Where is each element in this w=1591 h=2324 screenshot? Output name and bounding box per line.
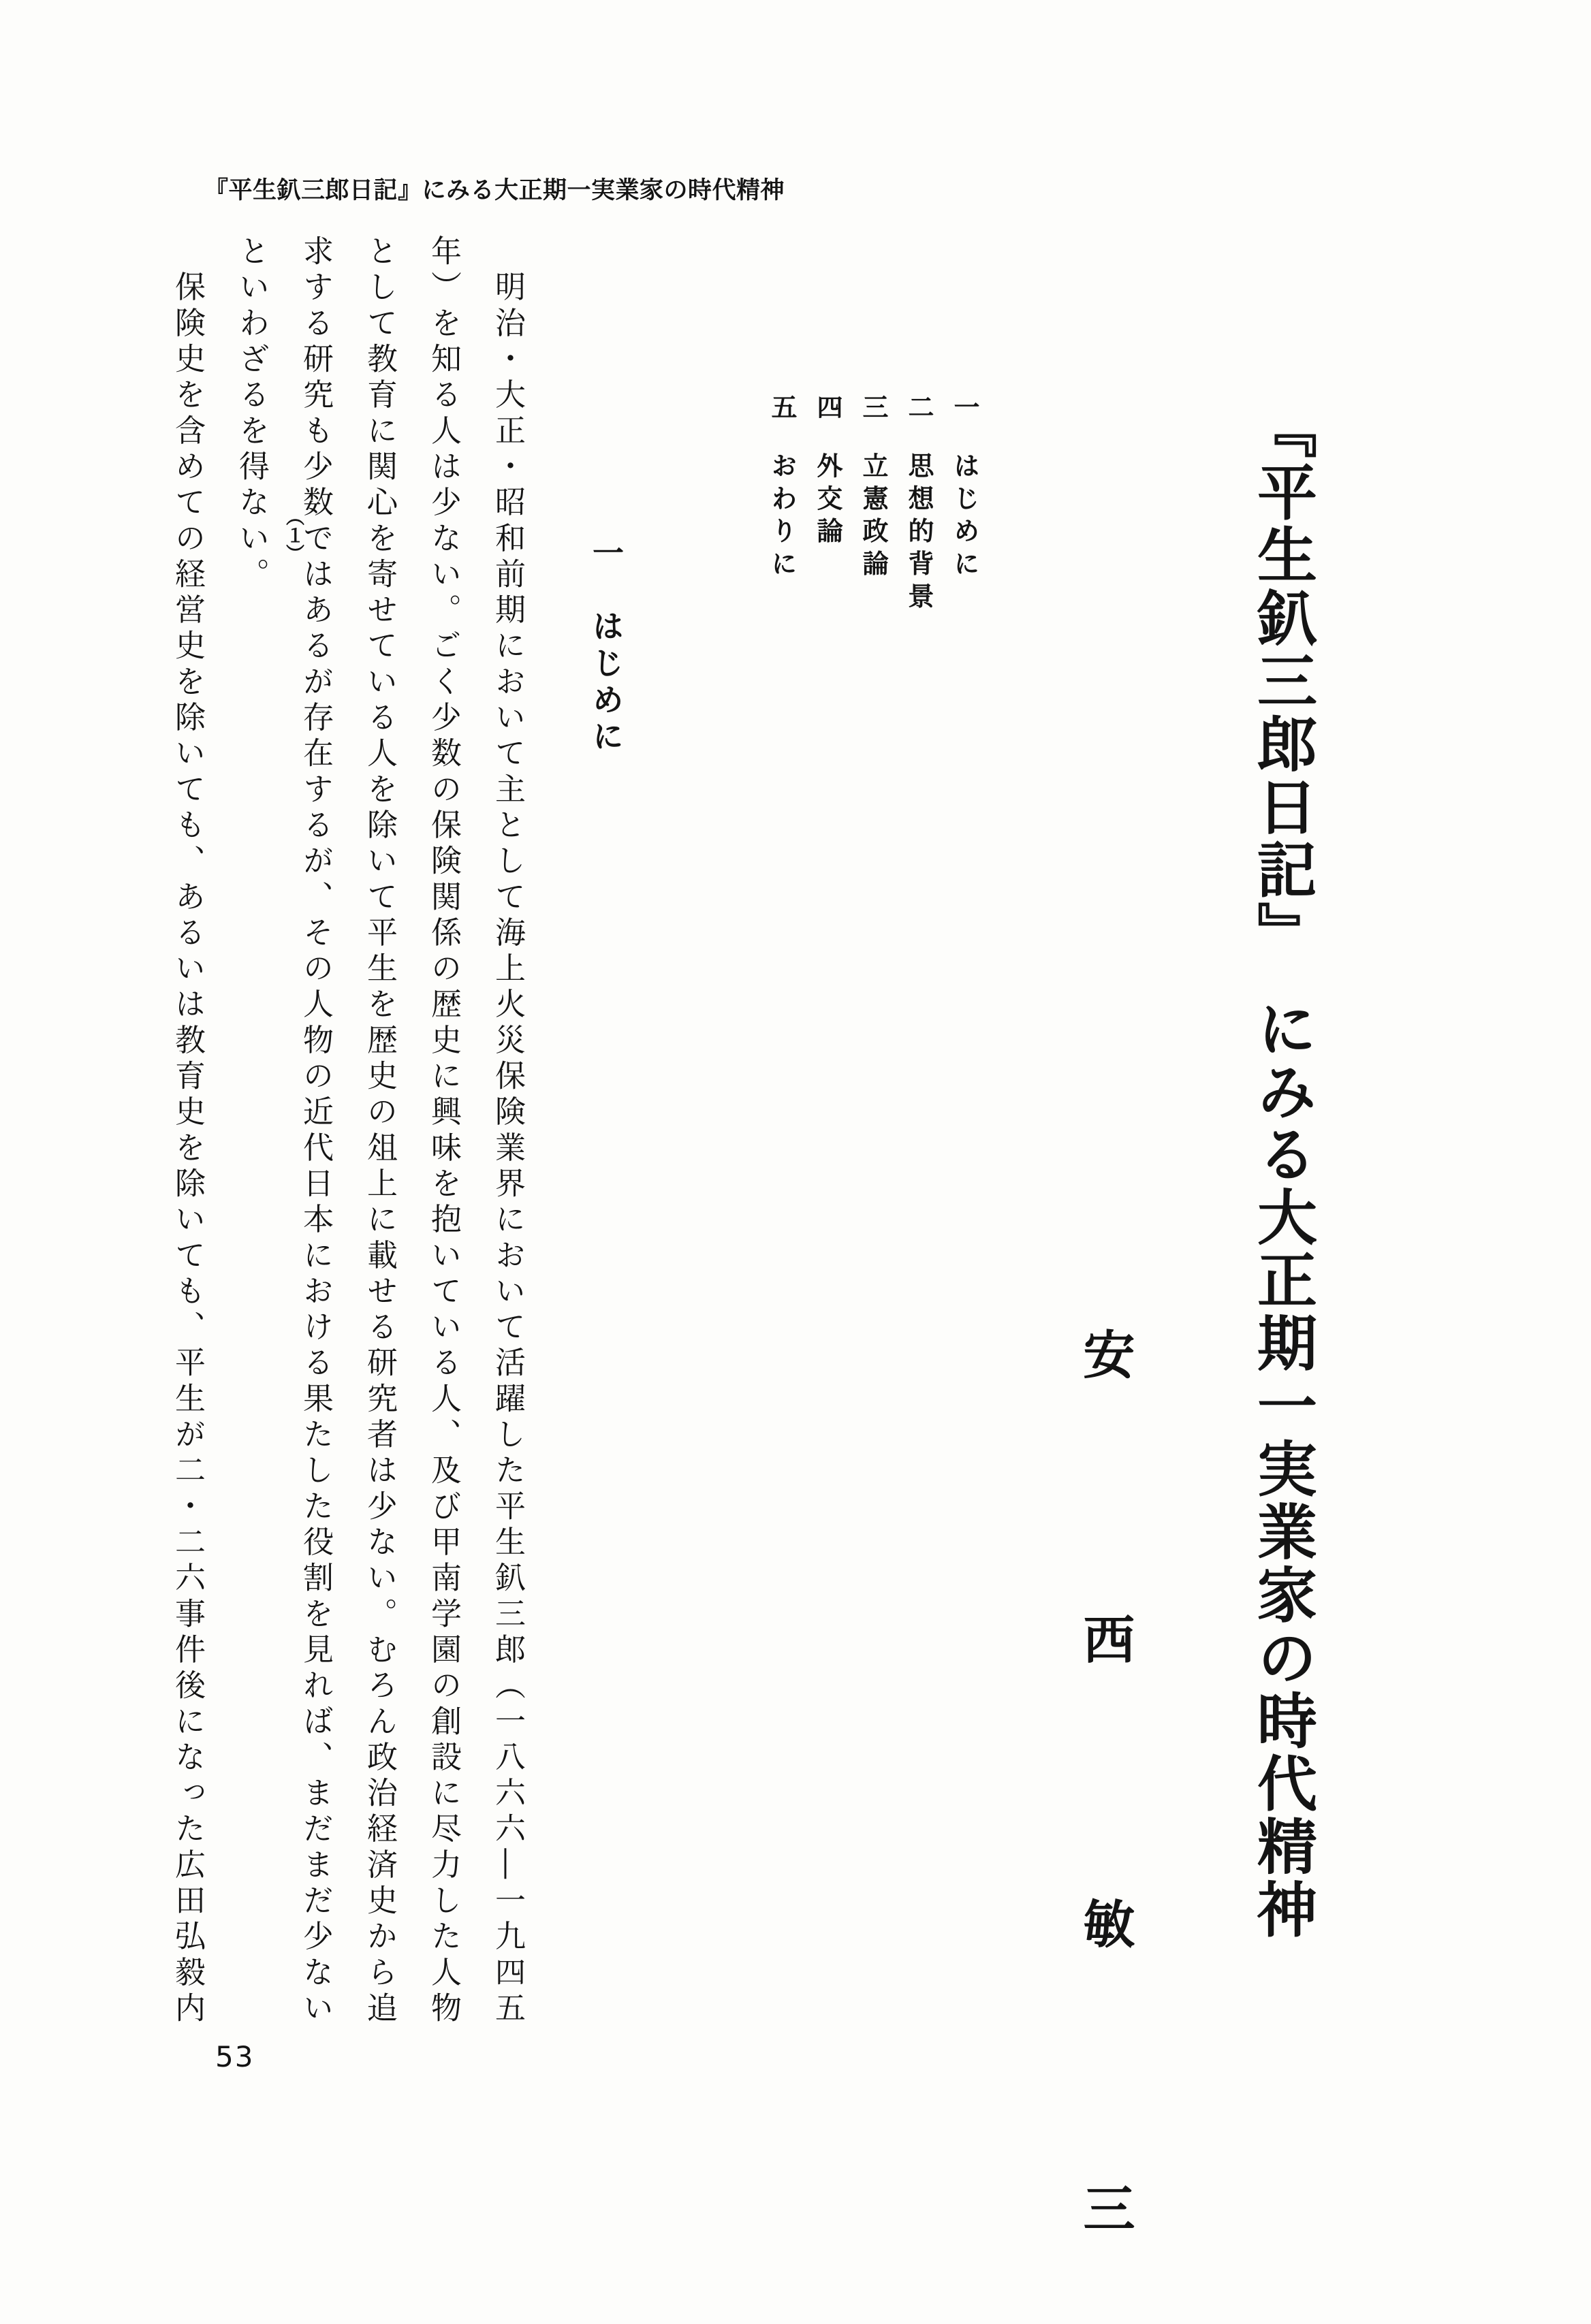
toc-item-number: 四 <box>813 394 843 426</box>
body-line: として教育に関心を寄せている人を除いて平生を歴史の俎上に載せる研究者は少ない。むろん政治経済史から追 <box>362 235 398 2028</box>
body-line: 保険史を含めての経営史を除いても、あるいは教育史を除いても、平生が二・二六事件後になった広田弘毅内 <box>170 235 206 2028</box>
toc-item-number: 五 <box>767 394 798 426</box>
toc-item-label: 立憲政論 <box>858 451 889 583</box>
article-author: 安 西 敏 三 <box>1075 1328 1135 2324</box>
article-title: 『平生釟三郎日記』 にみる大正期一実業家の時代精神 <box>1248 398 1319 1941</box>
body-line: 求する研究も少数ではあるが存在するが、その人物の近代日本における果たした役割を見れば、まだまだ少ない <box>298 235 334 2028</box>
toc-item <box>851 394 896 680</box>
toc-item <box>759 394 805 680</box>
body-line: といわざるを得ない。 <box>234 235 270 594</box>
footnote-marker: （１） <box>283 507 304 562</box>
body-line: 年）を知る人は少ない。ごく少数の保険関係の歴史に興味を抱いている人、及び甲南学園の創設に尽力した人物 <box>426 235 462 2028</box>
running-header: 『平生釟三郎日記』にみる大正期一実業家の時代精神 <box>204 176 785 204</box>
toc-item <box>896 394 942 680</box>
body-line: 明治・大正・昭和前期において主として海上火災保険業界において活躍した平生釟三郎（一八六六―一九四五 <box>490 235 526 2028</box>
toc-item-label: 外交論 <box>813 451 843 550</box>
body-text <box>155 235 539 2060</box>
table-of-contents <box>757 394 988 680</box>
toc-item-number: 二 <box>904 394 934 426</box>
toc-item <box>805 394 851 680</box>
toc-item <box>942 394 988 680</box>
toc-item-number: 一 <box>949 394 980 426</box>
toc-item-label: 思想的背景 <box>904 451 934 616</box>
section-heading: 一 はじめに <box>588 537 625 757</box>
toc-item-label: おわりに <box>767 451 798 583</box>
page-number: 53 <box>215 2040 255 2073</box>
toc-item-label: はじめに <box>949 451 980 583</box>
toc-item-number: 三 <box>858 394 889 426</box>
